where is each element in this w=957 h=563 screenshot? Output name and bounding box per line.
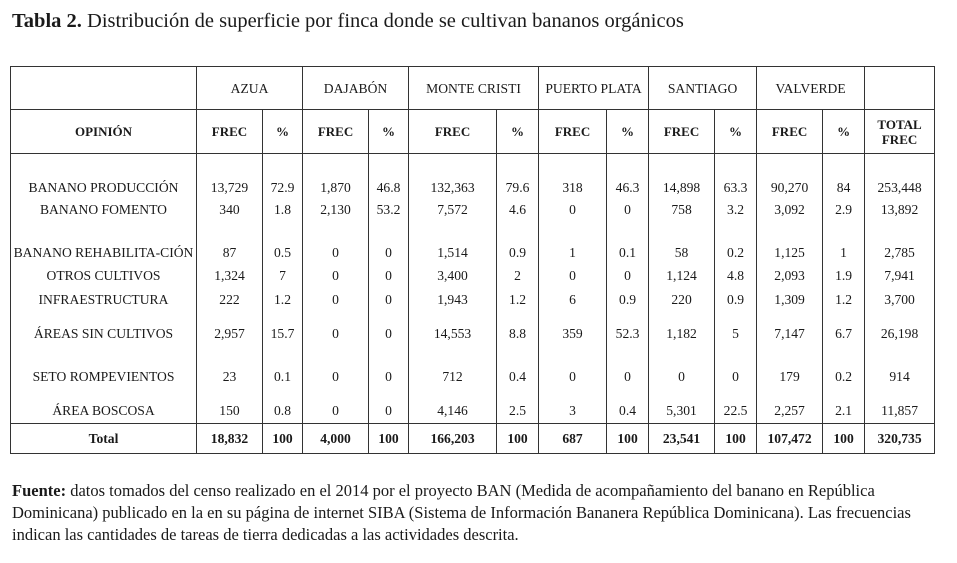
pct-header: % [607,110,649,154]
value-cell: 4.6 [497,198,539,221]
value-cell: 712 [409,356,497,398]
value-cell: 3,700 [865,288,935,312]
table-title-label: Tabla 2. [12,10,82,32]
total-cell: 4,000 [303,424,369,454]
value-cell: 340 [197,198,263,221]
value-cell: 0 [607,356,649,398]
row-label: SETO ROMPEVIENTOS [11,356,197,398]
total-cell: 320,735 [865,424,935,454]
total-cell: 107,472 [757,424,823,454]
table-title [12,10,684,33]
empty-header-cell [11,67,197,110]
value-cell: 0 [369,221,409,263]
value-cell: 22.5 [715,398,757,424]
value-cell: 7,941 [865,263,935,288]
value-cell: 1.9 [823,263,865,288]
value-cell: 0 [539,263,607,288]
value-cell: 7 [263,263,303,288]
row-label: BANANO PRODUCCIÓN [11,154,197,198]
value-cell: 0 [649,356,715,398]
value-cell: 1,514 [409,221,497,263]
region-header: AZUA [197,67,303,110]
value-cell: 0 [607,263,649,288]
value-cell: 0 [715,356,757,398]
table-row [11,312,935,356]
row-label: INFRAESTRUCTURA [11,288,197,312]
value-cell: 222 [197,288,263,312]
value-cell: 5 [715,312,757,356]
value-cell: 6.7 [823,312,865,356]
value-cell: 0 [303,312,369,356]
value-cell: 253,448 [865,154,935,198]
value-cell: 0.2 [823,356,865,398]
value-cell: 3,092 [757,198,823,221]
value-cell: 0.9 [607,288,649,312]
value-cell: 15.7 [263,312,303,356]
value-cell: 46.8 [369,154,409,198]
value-cell: 0 [303,263,369,288]
value-cell: 1,182 [649,312,715,356]
value-cell: 0.9 [497,221,539,263]
value-cell: 1.8 [263,198,303,221]
pct-header: % [369,110,409,154]
value-cell: 0.5 [263,221,303,263]
pct-header: % [263,110,303,154]
value-cell: 0 [303,356,369,398]
table-row [11,288,935,312]
value-cell: 1,870 [303,154,369,198]
value-cell: 1.2 [823,288,865,312]
value-cell: 0 [539,356,607,398]
total-cell: 100 [263,424,303,454]
source-note [12,480,936,546]
value-cell: 3,400 [409,263,497,288]
value-cell: 1,309 [757,288,823,312]
value-cell: 4.8 [715,263,757,288]
value-cell: 758 [649,198,715,221]
row-label: ÁREAS SIN CULTIVOS [11,312,197,356]
frec-header: FREC [757,110,823,154]
row-label: BANANO FOMENTO [11,198,197,221]
value-cell: 0.1 [263,356,303,398]
value-cell: 1,125 [757,221,823,263]
value-cell: 2,785 [865,221,935,263]
value-cell: 179 [757,356,823,398]
value-cell: 87 [197,221,263,263]
total-label: Total [11,424,197,454]
value-cell: 3.2 [715,198,757,221]
source-label: Fuente: [12,481,67,500]
value-cell: 0.4 [607,398,649,424]
value-cell: 1,943 [409,288,497,312]
region-header: DAJABÓN [303,67,409,110]
value-cell: 1 [823,221,865,263]
table-row [11,263,935,288]
region-header: VALVERDE [757,67,865,110]
value-cell: 0.9 [715,288,757,312]
value-cell: 2 [497,263,539,288]
value-cell: 4,146 [409,398,497,424]
value-cell: 0.8 [263,398,303,424]
value-cell: 0 [369,263,409,288]
value-cell: 7,147 [757,312,823,356]
empty-header-cell [865,67,935,110]
value-cell: 52.3 [607,312,649,356]
row-label: BANANO REHABILITA-CIÓN [11,221,197,263]
pct-header: % [715,110,757,154]
total-row [11,424,935,454]
value-cell: 0 [369,312,409,356]
total-cell: 687 [539,424,607,454]
value-cell: 1.2 [263,288,303,312]
value-cell: 26,198 [865,312,935,356]
value-cell: 914 [865,356,935,398]
table-row [11,356,935,398]
total-cell: 100 [497,424,539,454]
value-cell: 0 [303,221,369,263]
value-cell: 2.1 [823,398,865,424]
region-header-row [11,67,935,110]
row-label: ÁREA BOSCOSA [11,398,197,424]
total-cell: 100 [607,424,649,454]
value-cell: 63.3 [715,154,757,198]
value-cell: 14,898 [649,154,715,198]
frec-header: FREC [539,110,607,154]
frec-header: FREC [409,110,497,154]
total-cell: 100 [823,424,865,454]
value-cell: 2.9 [823,198,865,221]
value-cell: 2,093 [757,263,823,288]
value-cell: 6 [539,288,607,312]
table-row [11,154,935,198]
value-cell: 0 [369,356,409,398]
value-cell: 318 [539,154,607,198]
value-cell: 46.3 [607,154,649,198]
region-header: SANTIAGO [649,67,757,110]
value-cell: 0 [607,198,649,221]
value-cell: 1,324 [197,263,263,288]
value-cell: 13,729 [197,154,263,198]
value-cell: 359 [539,312,607,356]
total-frec-header: TOTAL FREC [865,110,935,154]
value-cell: 132,363 [409,154,497,198]
value-cell: 14,553 [409,312,497,356]
value-cell: 2,130 [303,198,369,221]
value-cell: 2,957 [197,312,263,356]
value-cell: 0 [303,398,369,424]
table-body [11,154,935,424]
table-row [11,221,935,263]
value-cell: 5,301 [649,398,715,424]
value-cell: 79.6 [497,154,539,198]
value-cell: 3 [539,398,607,424]
value-cell: 0 [303,288,369,312]
source-text: datos tomados del censo realizado en el 2014 por el proyecto BAN (Medida de acompañamiento del banano en República Dominicana) publicado en la en su página de internet SIBA (Sistema de Información Bananera República Dominicana). Las frecuencias indican las cantidades de tareas de tierra dedicadas a las actividades descrita. [12,481,911,544]
value-cell: 0.2 [715,221,757,263]
frec-header: FREC [303,110,369,154]
row-label: OTROS CULTIVOS [11,263,197,288]
opinion-header: OPINIÓN [11,110,197,154]
total-cell: 100 [715,424,757,454]
value-cell: 11,857 [865,398,935,424]
value-cell: 84 [823,154,865,198]
total-cell: 100 [369,424,409,454]
pct-header: % [497,110,539,154]
value-cell: 23 [197,356,263,398]
total-cell: 23,541 [649,424,715,454]
value-cell: 53.2 [369,198,409,221]
pct-header: % [823,110,865,154]
region-header: PUERTO PLATA [539,67,649,110]
total-cell: 166,203 [409,424,497,454]
value-cell: 0.1 [607,221,649,263]
value-cell: 220 [649,288,715,312]
frec-header: FREC [649,110,715,154]
region-header: MONTE CRISTI [409,67,539,110]
value-cell: 90,270 [757,154,823,198]
value-cell: 1,124 [649,263,715,288]
frec-header: FREC [197,110,263,154]
value-cell: 150 [197,398,263,424]
value-cell: 13,892 [865,198,935,221]
value-cell: 7,572 [409,198,497,221]
table-row [11,398,935,424]
table-title-text: Distribución de superficie por finca donde se cultivan bananos orgánicos [87,10,684,32]
value-cell: 0 [539,198,607,221]
column-header-row [11,110,935,154]
value-cell: 2,257 [757,398,823,424]
value-cell: 1.2 [497,288,539,312]
total-cell: 18,832 [197,424,263,454]
value-cell: 1 [539,221,607,263]
data-table [10,66,935,454]
value-cell: 0 [369,288,409,312]
value-cell: 0 [369,398,409,424]
value-cell: 72.9 [263,154,303,198]
value-cell: 8.8 [497,312,539,356]
value-cell: 2.5 [497,398,539,424]
value-cell: 0.4 [497,356,539,398]
table-row [11,198,935,221]
value-cell: 58 [649,221,715,263]
